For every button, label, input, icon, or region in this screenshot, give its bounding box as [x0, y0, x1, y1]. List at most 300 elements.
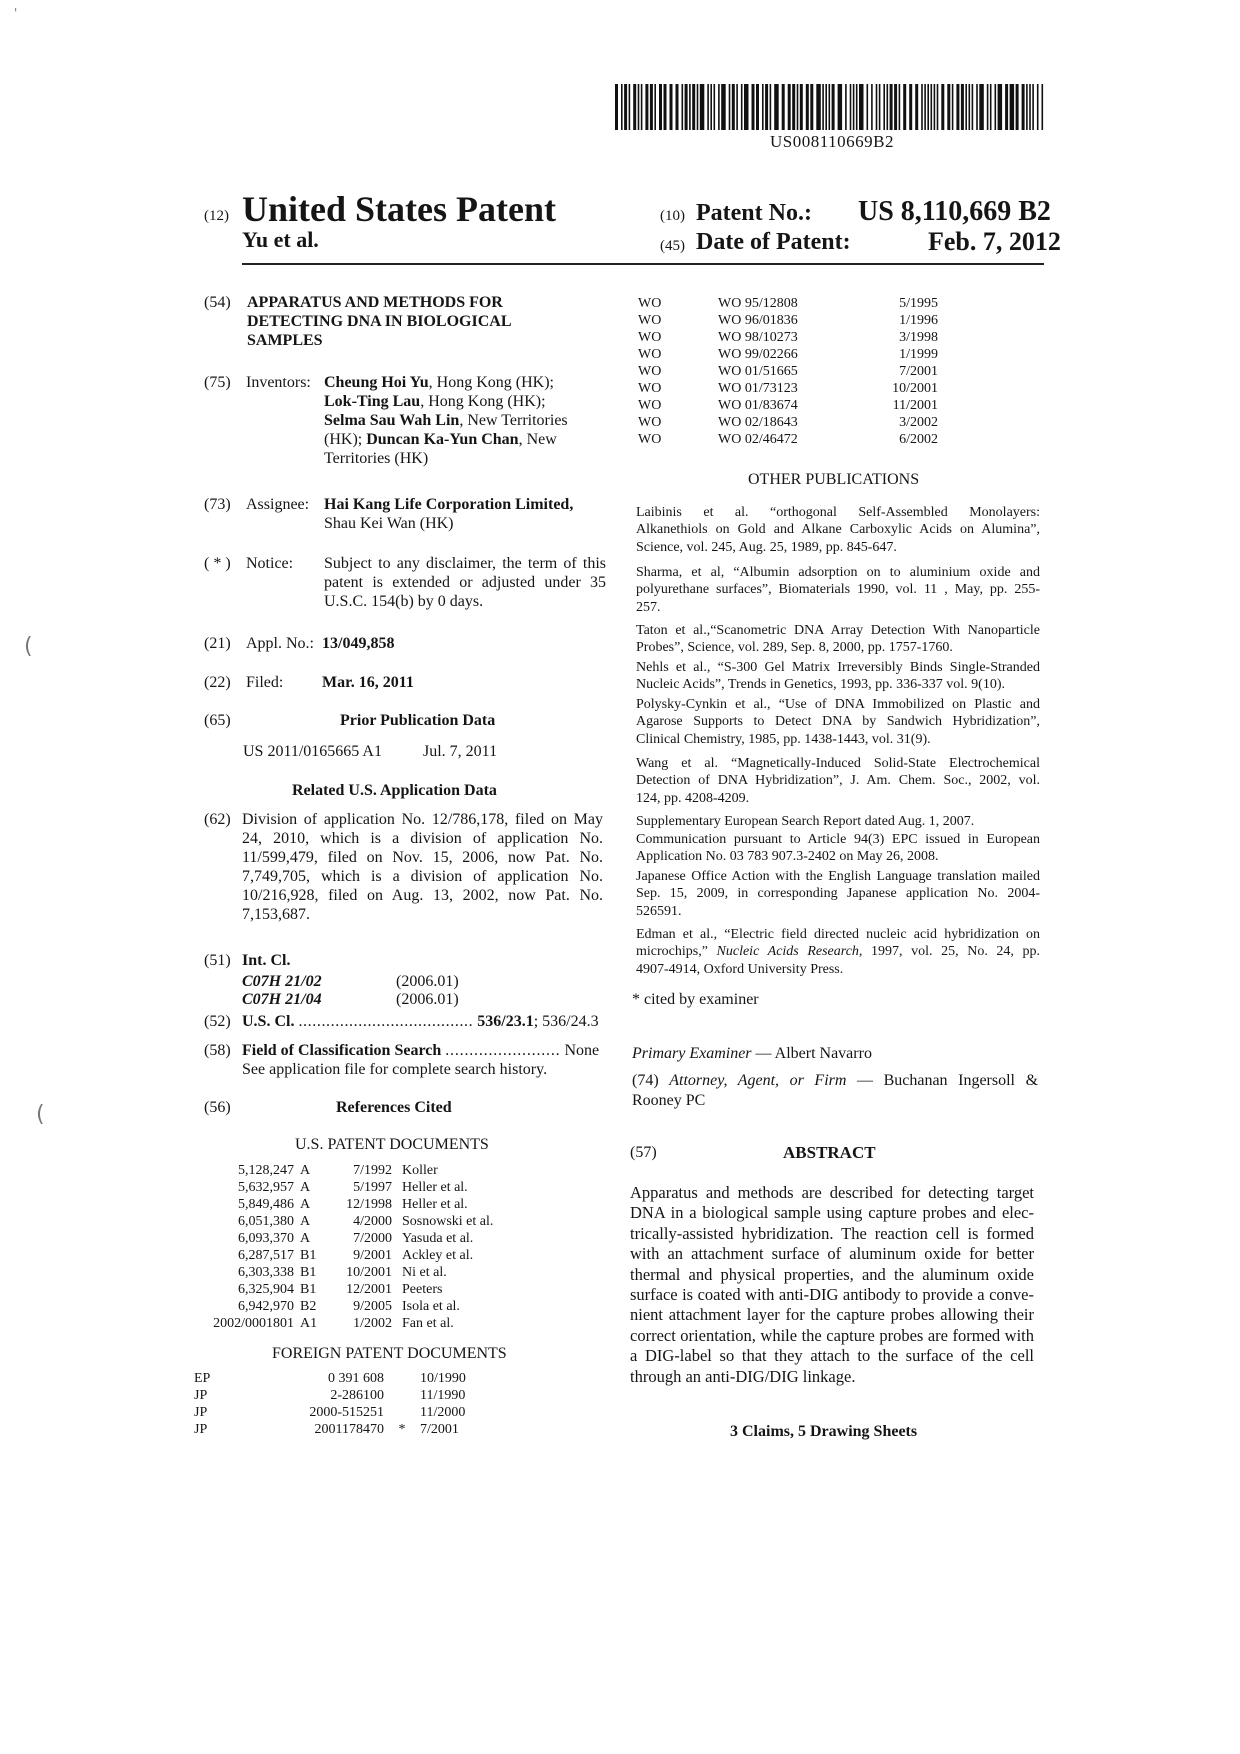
division-code: (62) [204, 811, 231, 828]
abstract-text [630, 1183, 1034, 1387]
barcode-bar [1026, 84, 1028, 130]
pub-line: 124, pp. 4208-4209. [636, 790, 750, 806]
barcode-bar [756, 84, 759, 130]
us-patent-row-cell: 6,051,380 [238, 1214, 294, 1229]
notice-text [324, 554, 606, 611]
barcode-bar [741, 84, 743, 130]
barcode-bar [879, 84, 881, 130]
us-patent-row-cell: Heller et al. [402, 1180, 468, 1195]
barcode-bar [934, 84, 936, 130]
barcode-bar [887, 84, 889, 130]
us-patent-row-cell: Yasuda et al. [402, 1231, 474, 1246]
wo-patent-docs [638, 295, 938, 448]
foreign-patent-row-cell: * [398, 1422, 406, 1437]
barcode-bar [883, 84, 885, 130]
barcode-bar [774, 84, 779, 130]
us-patent-row-cell: A1 [300, 1316, 318, 1331]
publication-entry [636, 564, 1040, 616]
barcode-bar [853, 84, 855, 130]
inventor-location: (HK); [324, 431, 367, 448]
foreign-patent-docs [194, 1370, 490, 1438]
foreign-patent-row-cell: EP [194, 1371, 211, 1386]
notice-line: U.S.C. 154(b) by 0 days. [324, 593, 484, 610]
barcode-bar [838, 84, 843, 130]
barcode-bar [654, 84, 656, 130]
barcode-bar [937, 84, 939, 130]
foreign-patent-row-cell: JP [194, 1422, 208, 1437]
barcode-bar [998, 84, 1003, 130]
wo-patent-row-cell: WO 02/46472 [718, 432, 798, 447]
wo-patent-row-cell: WO [638, 398, 662, 413]
barcode-bar [995, 84, 997, 130]
foreign-patent-row-cell: 2-286100 [330, 1388, 384, 1403]
pub-line: Probes”, Science, vol. 289, Sep. 8, 2000, pp. 1757-1760. [636, 640, 953, 656]
barcode-bar [714, 84, 716, 130]
us-patent-row-cell: 6,287,517 [238, 1248, 294, 1263]
notice-code: ( * ) [204, 555, 231, 572]
us-patent-docs [202, 1162, 532, 1332]
abstract-line: thermal and physical properties, and the aluminum oxide [630, 1264, 1034, 1284]
wo-patent-row-cell: WO 95/12808 [718, 296, 798, 311]
field-code: (58) [204, 1042, 231, 1059]
uscl-rest: ; 536/24.3 [533, 1013, 599, 1030]
us-patent-row-cell: 6,942,970 [238, 1299, 294, 1314]
wo-patent-row-cell: WO [638, 330, 662, 345]
patent-no-code: (10) [660, 208, 685, 224]
abstract-line: surface is coated with anti-DIG antibody to provide a conve- [630, 1285, 1034, 1305]
barcode-bar [624, 84, 627, 130]
field-line [242, 1041, 604, 1060]
refs-code: (56) [204, 1099, 231, 1116]
pub-line: Wang et al. “Magnetically-Induced Solid-State Electrochemical [636, 756, 1040, 771]
foreign-patent-row-cell: 2001178470 [314, 1422, 384, 1437]
us-patent-row-cell: 1/2002 [353, 1316, 392, 1331]
foreign-patent-row-cell: JP [194, 1388, 208, 1403]
examiner-label: Primary Examiner [632, 1045, 752, 1062]
us-patent-row [202, 1247, 532, 1264]
inventor-location: , New [518, 431, 557, 448]
barcode-bar [792, 84, 795, 130]
assignee-label: Assignee: [246, 496, 310, 513]
us-patent-row [202, 1213, 532, 1230]
barcode-bar [689, 84, 691, 130]
title-code: (54) [204, 294, 231, 311]
publication-entry [636, 622, 1040, 657]
us-patent-row [202, 1298, 532, 1315]
barcode-bar [829, 84, 831, 130]
wo-patent-row-cell: WO [638, 381, 662, 396]
barcode-bar [1029, 84, 1031, 130]
us-patent-row-cell: A [300, 1197, 311, 1212]
pub-text: microchips,” [636, 944, 717, 960]
barcode-bar [1042, 84, 1044, 130]
wo-patent-row [638, 363, 938, 380]
publication-entry [636, 659, 1040, 694]
barcode-bar [856, 84, 858, 130]
barcode-bar [894, 84, 897, 130]
intcl-version: (2006.01) [396, 991, 459, 1008]
barcode-bar [641, 84, 643, 130]
wo-patent-row-cell: 1/1999 [899, 347, 938, 362]
pub-line: Sep. 15, 2009, in corresponding Japanese application No. 2004- [636, 886, 1040, 902]
barcode-bar [736, 84, 738, 130]
us-patent-row-cell: 7/2000 [353, 1231, 392, 1246]
publication-entry [636, 696, 1040, 748]
barcode-bar [927, 84, 929, 130]
prior-pub-date: Jul. 7, 2011 [423, 743, 498, 760]
barcode-bar [822, 84, 824, 130]
publication-entry [636, 755, 1040, 807]
us-patent-row [202, 1315, 532, 1332]
us-patent-row-cell: B1 [300, 1265, 317, 1280]
wo-patent-row-cell: 3/1998 [899, 330, 938, 345]
barcode-bar [670, 84, 673, 130]
barcode-bar [685, 84, 688, 130]
inventor-location: Territories (HK) [324, 450, 429, 467]
barcode [615, 84, 1045, 130]
barcode-bar [633, 84, 636, 130]
us-patent-row-cell: 2002/0001801 [213, 1316, 294, 1331]
notice-line: Subject to any disclaimer, the term of this [324, 555, 606, 572]
foreign-patent-row [194, 1421, 490, 1438]
header-rule [242, 263, 1044, 265]
wo-patent-row [638, 431, 938, 448]
barcode-bar [976, 84, 978, 130]
field-note: See application file for complete search history. [242, 1061, 548, 1078]
intcl-class: C07H 21/02 [242, 973, 322, 990]
us-patent-row-cell: 5/1997 [353, 1180, 392, 1195]
abstract-code: (57) [630, 1144, 657, 1161]
inventor-list [324, 373, 608, 468]
barcode-bar [788, 84, 791, 130]
barcode-bar [700, 84, 705, 130]
us-patent-row-cell: 10/2001 [346, 1265, 392, 1280]
barcode-bar [965, 84, 967, 130]
cited-by-examiner: * cited by examiner [632, 991, 759, 1008]
us-patent-row [202, 1264, 532, 1281]
uscl-label: U.S. Cl. [242, 1013, 295, 1030]
document-type-code: (12) [204, 208, 229, 224]
division-line: Division of application No. 12/786,178, filed on May [242, 811, 603, 828]
abstract-line: through an anti-DIG/DIG linkage. [630, 1366, 856, 1386]
publication-entry [636, 813, 1040, 830]
barcode-bar [729, 84, 731, 130]
wo-patent-row-cell: 11/2001 [892, 398, 938, 413]
examiner-name: — Albert Navarro [751, 1045, 872, 1062]
wo-patent-row-cell: WO [638, 296, 662, 311]
barcode-bar [645, 84, 648, 130]
barcode-bar [810, 84, 813, 130]
filed-date: Mar. 16, 2011 [322, 674, 414, 691]
prior-pub-heading: Prior Publication Data [340, 712, 496, 729]
barcode-bar [909, 84, 912, 130]
notice-label: Notice: [246, 555, 294, 572]
patent-title [247, 293, 512, 350]
title-line: APPARATUS AND METHODS FOR [247, 294, 503, 311]
abstract-line: nient attachment layer for the capture probes allowing their [630, 1305, 1034, 1325]
scan-mark: ( [24, 634, 33, 659]
barcode-bar [903, 84, 906, 130]
intcl-class: C07H 21/04 [242, 991, 322, 1008]
barcode-bar [915, 84, 918, 130]
wo-patent-row-cell: 1/1996 [899, 313, 938, 328]
division-line: 7,153,687. [242, 906, 310, 923]
barcode-number: US008110669B2 [770, 132, 894, 151]
barcode-bar [806, 84, 809, 130]
us-patent-row-cell: Isola et al. [402, 1299, 460, 1314]
us-patent-row-cell: Fan et al. [402, 1316, 454, 1331]
barcode-bar [676, 84, 679, 130]
inventor-name: Cheung Hoi Yu [324, 374, 429, 391]
barcode-bar [969, 84, 971, 130]
scan-mark: ' [14, 6, 18, 20]
barcode-bar [924, 84, 926, 130]
field-leader: ........................ [445, 1042, 561, 1059]
pub-line: Laibinis et al. “orthogonal Self-Assembled Monolayers: [636, 505, 1040, 520]
barcode-bar [825, 84, 827, 130]
intcl-label: Int. Cl. [242, 952, 291, 969]
division-line: 24, 2010, which is a division of application No. [242, 830, 603, 847]
wo-patent-row-cell: WO 01/83674 [718, 398, 798, 413]
pub-line: Polysky-Cynkin et al., “Use of DNA Immobilized on Plastic and [636, 697, 1040, 712]
barcode-bar [972, 84, 974, 130]
wo-patent-row-cell: WO [638, 313, 662, 328]
pub-line [636, 943, 1040, 960]
barcode-bar [859, 84, 864, 130]
wo-patent-row-cell: WO [638, 415, 662, 430]
barcode-bar [664, 84, 667, 130]
primary-examiner [632, 1045, 872, 1063]
attorney-firm: Rooney PC [632, 1092, 706, 1109]
uscl-code: (52) [204, 1013, 231, 1030]
abstract-line: with an attachment surface of aluminum oxide for better [630, 1244, 1034, 1264]
inventors-code: (75) [204, 374, 231, 391]
us-patent-row-cell: 5,849,486 [238, 1197, 294, 1212]
pub-line: 4907-4914, Oxford University Press. [636, 961, 844, 977]
foreign-patent-row [194, 1387, 490, 1404]
foreign-patent-row-cell [384, 1387, 420, 1404]
wo-patent-row [638, 380, 938, 397]
appl-code: (21) [204, 635, 231, 652]
division-line: 7,749,705, which is a division of application No. [242, 868, 603, 885]
barcode-bar [752, 84, 755, 130]
abstract-line: Apparatus and methods are described for detecting target [630, 1183, 1034, 1202]
us-patent-row-cell: A [300, 1180, 311, 1195]
barcode-bar [871, 84, 873, 130]
barcode-bar [638, 84, 640, 130]
assignee [324, 495, 573, 533]
inventors-label: Inventors: [246, 374, 311, 391]
pub-line: Science, vol. 245, Aug. 25, 1989, pp. 845-647. [636, 539, 897, 555]
us-patent-row-cell: 12/2001 [346, 1282, 392, 1297]
wo-patent-row-cell: 6/2002 [899, 432, 938, 447]
pub-line: 257. [636, 599, 661, 615]
barcode-bar [707, 84, 709, 130]
barcode-bar [947, 84, 950, 130]
wo-patent-row [638, 414, 938, 431]
barcode-bar [876, 84, 878, 130]
attorney-firm: — Buchanan Ingersoll & [846, 1072, 1039, 1089]
barcode-bar [931, 84, 933, 130]
barcode-bar [770, 84, 772, 130]
wo-patent-row-cell: WO 01/51665 [718, 364, 798, 379]
wo-patent-row [638, 329, 938, 346]
inventor-short: Yu et al. [242, 227, 319, 252]
foreign-patent-row-cell [384, 1370, 420, 1387]
foreign-patent-row-cell: 10/1990 [420, 1371, 466, 1386]
uscl-leader: ...................................... [298, 1013, 474, 1030]
foreign-patent-row-cell: 11/2000 [420, 1405, 466, 1420]
wo-patent-row [638, 397, 938, 414]
us-patent-row-cell: 9/2005 [353, 1299, 392, 1314]
inventor-location: , Hong Kong (HK); [420, 393, 546, 410]
pub-line: Alkanethiols on Gold and Alkane Carboxylic Acids on Alumina”, [636, 522, 1040, 538]
barcode-bar [952, 84, 954, 130]
appl-label: Appl. No.: [246, 635, 314, 652]
barcode-bar [921, 84, 923, 130]
pub-line: Sharma, et al, “Albumin adsorption on to aluminium oxide and [636, 565, 1040, 580]
us-patent-row-cell: 6,325,904 [238, 1282, 294, 1297]
pub-line: Taton et al.,“Scanometric DNA Array Detection With Nanoparticle [636, 623, 1040, 638]
foreign-docs-heading: FOREIGN PATENT DOCUMENTS [272, 1345, 507, 1362]
foreign-patent-row-cell: 2000-515251 [309, 1405, 384, 1420]
us-patent-row-cell: 6,303,338 [238, 1265, 294, 1280]
field-label: Field of Classification Search [242, 1042, 442, 1059]
barcode-bar [710, 84, 712, 130]
foreign-patent-row [194, 1370, 490, 1387]
barcode-bar [659, 84, 662, 130]
us-patent-row-cell: Sosnowski et al. [402, 1214, 494, 1229]
us-patent-row-cell: Heller et al. [402, 1197, 468, 1212]
assignee-code: (73) [204, 496, 231, 513]
publication-entry [636, 926, 1040, 978]
barcode-bar [867, 84, 869, 130]
barcode-bar [961, 84, 964, 130]
inventor-location: , New Territories [459, 412, 568, 429]
pub-line: Agarose Supports to Detect DNA by Sandwich Hybridization”, [636, 714, 1040, 730]
wo-patent-row-cell: WO [638, 432, 662, 447]
inventor-name: Lok-Ting Lau [324, 393, 421, 410]
title-line: DETECTING DNA IN BIOLOGICAL [247, 313, 512, 330]
barcode-bar [1037, 84, 1039, 130]
pub-line: Nucleic Acids”, Trends in Genetics, 1993, pp. 336-337 vol. 9(10). [636, 677, 1006, 693]
us-patent-row [202, 1230, 532, 1247]
wo-patent-row-cell: WO 99/02266 [718, 347, 798, 362]
us-patent-row-cell: 12/1998 [346, 1197, 392, 1212]
barcode-bar [782, 84, 785, 130]
barcode-bar [850, 84, 852, 130]
wo-patent-row-cell: WO [638, 347, 662, 362]
barcode-bar [1005, 84, 1008, 130]
us-patent-row-cell: A [300, 1214, 311, 1229]
us-patent-row-cell: 4/2000 [353, 1214, 392, 1229]
barcode-bar [629, 84, 631, 130]
prior-pub-code: (65) [204, 712, 231, 729]
date-label: Date of Patent: [696, 229, 851, 255]
pub-line: Communication pursuant to Article 94(3) EPC issued in European [636, 832, 1040, 847]
us-patent-row-cell: Ackley et al. [402, 1248, 474, 1263]
us-patent-row-cell: 5,632,957 [238, 1180, 294, 1195]
prior-pub-number: US 2011/0165665 A1 [243, 743, 382, 760]
foreign-patent-row-cell: 7/2001 [420, 1422, 459, 1437]
attorney-label: Attorney, Agent, or Firm [669, 1072, 847, 1089]
publication-entry [636, 868, 1040, 920]
us-patent-row-cell: Peeters [402, 1282, 443, 1297]
intcl-code: (51) [204, 952, 231, 969]
publication-entry [636, 504, 1040, 556]
barcode-bar [832, 84, 835, 130]
inventor-name: Duncan Ka-Yun Chan [366, 431, 519, 448]
pub-line: 526591. [636, 903, 682, 919]
barcode-bar [890, 84, 893, 130]
barcode-bar [899, 84, 901, 130]
barcode-bar [1016, 84, 1019, 130]
us-patent-row-cell: 9/2001 [353, 1248, 392, 1263]
division-line: 10/216,928, filed on Aug. 13, 2002, now Pat. No. [242, 887, 603, 904]
abstract-line: a DIG-label so that they attach to the surface of the cell [630, 1346, 1034, 1366]
attorney-code: (74) [632, 1072, 670, 1089]
barcode-bar [765, 84, 768, 130]
foreign-patent-row-cell: 11/1990 [420, 1388, 466, 1403]
filed-label: Filed: [246, 674, 284, 691]
foreign-patent-row [194, 1404, 490, 1421]
barcode-bar [800, 84, 803, 130]
wo-patent-row [638, 295, 938, 312]
us-patent-row-cell: B1 [300, 1282, 317, 1297]
barcode-bar [816, 84, 821, 130]
refs-heading: References Cited [336, 1099, 452, 1116]
foreign-patent-row-cell [384, 1404, 420, 1421]
us-patent-row-cell: B1 [300, 1248, 317, 1263]
date-code: (45) [660, 238, 685, 254]
barcode-bar [621, 84, 623, 130]
barcode-bar [956, 84, 959, 130]
foreign-patent-row-cell: 0 391 608 [328, 1371, 384, 1386]
barcode-bar [692, 84, 695, 130]
us-patent-row [202, 1179, 532, 1196]
wo-patent-row-cell: WO 01/73123 [718, 381, 798, 396]
abstract-line: DNA in a biological sample using capture probes and elec- [630, 1203, 1034, 1223]
wo-patent-row-cell: WO 96/01836 [718, 313, 798, 328]
barcode-bar [987, 84, 989, 130]
barcode-bar [941, 84, 944, 130]
claims-summary: 3 Claims, 5 Drawing Sheets [730, 1423, 918, 1440]
barcode-bar [990, 84, 992, 130]
date-of-patent: Feb. 7, 2012 [928, 227, 1061, 256]
wo-patent-row [638, 346, 938, 363]
us-patent-row [202, 1196, 532, 1213]
wo-patent-row-cell: 10/2001 [892, 381, 938, 396]
barcode-bar [650, 84, 653, 130]
pub-journal: Nucleic Acids Research, [716, 944, 863, 960]
barcode-bar [1010, 84, 1015, 130]
pub-line: Application No. 03 783 907.3-2402 on May 26, 2008. [636, 849, 939, 865]
uscl-line [242, 1012, 600, 1031]
filed-code: (22) [204, 674, 231, 691]
pub-line: Japanese Office Action with the English Language translation mailed [636, 869, 1040, 884]
assignee-place: Shau Kei Wan (HK) [324, 515, 454, 532]
patent-no-label: Patent No.: [696, 200, 812, 226]
pub-line: polyurethane surfaces”, Biomaterials 1990, vol. 11 , May, pp. 255- [636, 582, 1040, 598]
other-pubs-heading: OTHER PUBLICATIONS [748, 471, 920, 488]
barcode-bar [762, 84, 764, 130]
document-type: United States Patent [242, 189, 556, 229]
inventor-location: , Hong Kong (HK); [428, 374, 554, 391]
wo-patent-row-cell: WO 98/10273 [718, 330, 798, 345]
barcode-bar [615, 84, 618, 130]
barcode-bar [845, 84, 847, 130]
intcl-version: (2006.01) [396, 973, 459, 990]
